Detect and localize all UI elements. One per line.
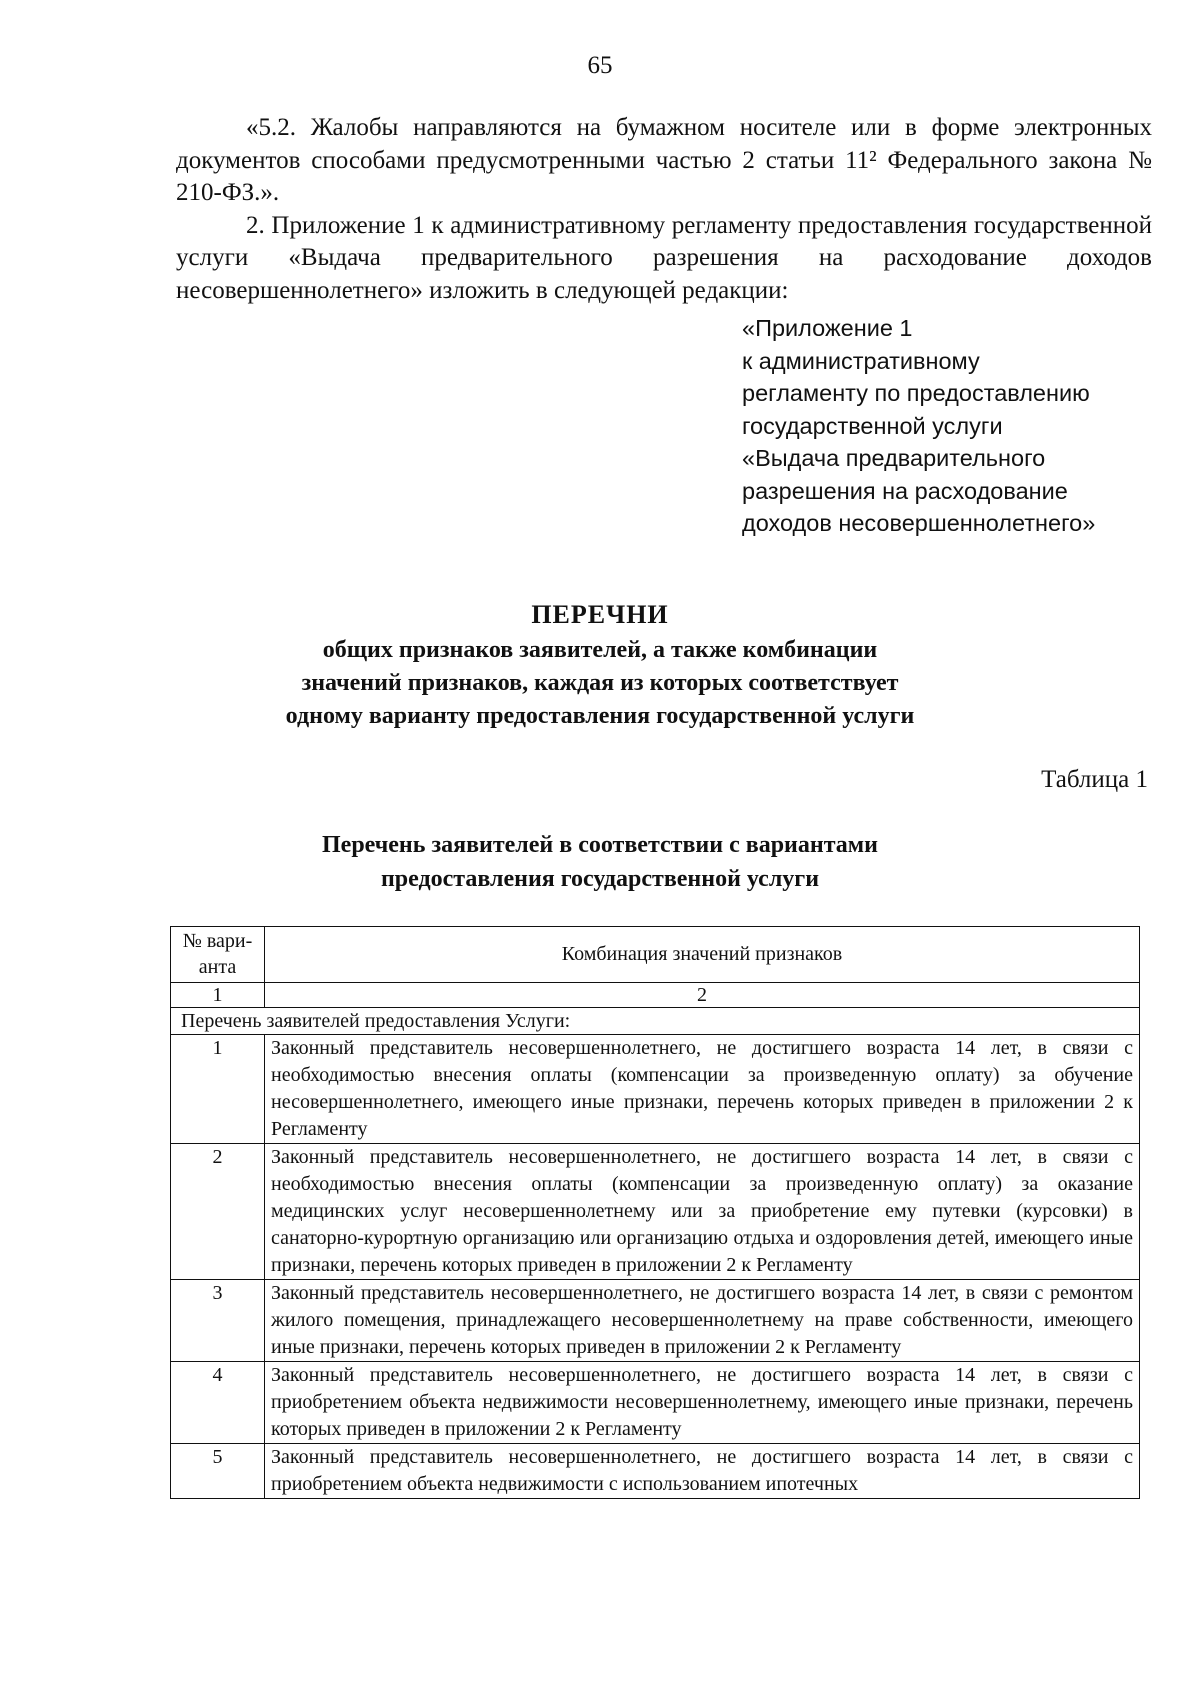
variant-combination: Законный представитель несовершеннолетнего, не достигшего возраста 14 лет, в связи с необходимостью внесения оплаты (компенсации за произведенную оплату) за оказание медицинских услуг несовершеннолетнему или за приобретение ему путевки (курсовки) в санаторно-курортную организацию или организацию отдыха и оздоровления детей, имеющего иные признаки, перечень которых приведен в приложении 2 к Регламенту: [265, 1144, 1140, 1280]
table-title-line: Перечень заявителей в соответствии с вариантами: [322, 832, 878, 858]
appendix-line: «Приложение 1: [742, 315, 913, 341]
heading-line: общих признаков заявителей, а также комбинации: [322, 637, 878, 663]
variant-combination-text: Законный представитель несовершеннолетнего, не достигшего возраста 14 лет, в связи с приобретением объекта недвижимости с использованием ипотечных: [271, 1446, 1133, 1495]
appendix-line: «Выдача предварительного: [742, 445, 1046, 471]
appendix-reference: [742, 312, 1172, 540]
table-section-row: [171, 1008, 1140, 1035]
variant-number: 2: [171, 1144, 265, 1280]
table-row: [171, 1280, 1140, 1362]
table-row: [171, 1144, 1140, 1280]
variant-number: 5: [171, 1444, 265, 1499]
table-row: [171, 1444, 1140, 1499]
table-title: [0, 828, 1200, 896]
index-cell: 2: [265, 983, 1140, 1008]
variant-combination: Законный представитель несовершеннолетнего, не достигшего возраста 14 лет, в связи с приобретением объекта недвижимости несовершеннолетнему, имеющего иные признаки, перечень которых приведен в приложении 2 к Регламенту: [265, 1362, 1140, 1444]
paragraph-complaints: «5.2. Жалобы направляются на бумажном носителе или в форме электронных документов способами предусмотренными частью 2 статьи 11² Федерального закона № 210-ФЗ.».: [176, 114, 1152, 206]
appendix-line: к административному: [742, 347, 980, 374]
variants-table: [170, 926, 1140, 1499]
section-label: Перечень заявителей предоставления Услуги:: [171, 1008, 1140, 1035]
header-combination: Комбинация значений признаков: [265, 927, 1140, 983]
paragraph-appendix-amendment: 2. Приложение 1 к административному регламенту предоставления государственной услуги «Выдача предварительного разрешения на расходование доходов несовершеннолетнего» изложить в следующей редакции:: [176, 211, 1152, 304]
section-heading: [0, 600, 1200, 733]
appendix-line: доходов несовершеннолетнего»: [742, 510, 1096, 536]
variant-number: 1: [171, 1035, 265, 1144]
appendix-line: государственной услуги: [742, 412, 1003, 439]
table-row: [171, 1362, 1140, 1444]
variant-combination: Законный представитель несовершеннолетнего, не достигшего возраста 14 лет, в связи с ремонтом жилого помещения, принадлежащего несовершеннолетнему на праве собственности, имеющего иные признаки, перечень которых приведен в приложении 2 к Регламенту: [265, 1280, 1140, 1362]
variant-combination: Законный представитель несовершеннолетнего, не достигшего возраста 14 лет, в связи с необходимостью внесения оплаты (компенсации за произведенную оплату) за обучение несовершеннолетнего, имеющего иные признаки, перечень которых приведен в приложении 2 к Регламенту: [265, 1035, 1140, 1144]
heading-line: значений признаков, каждая из которых соответствует: [301, 670, 899, 696]
table-index-row: [171, 983, 1140, 1008]
heading-title: ПЕРЕЧНИ: [531, 600, 669, 629]
appendix-line: разрешения на расходование: [742, 477, 1068, 504]
appendix-line: регламенту по предоставлению: [742, 380, 1090, 406]
index-cell: 1: [171, 983, 265, 1008]
variant-number: 3: [171, 1280, 265, 1362]
table-caption: Таблица 1: [1041, 766, 1148, 793]
table-title-line: предоставления государственной услуги: [380, 866, 820, 892]
table-header-row: [171, 927, 1140, 983]
intro-text: [176, 112, 1152, 307]
heading-line: одному варианту предоставления государственной услуги: [285, 703, 915, 729]
variant-combination: [265, 1444, 1140, 1499]
page-number: 65: [587, 52, 613, 79]
table-row: [171, 1035, 1140, 1144]
header-variant-number: № вари- анта: [171, 927, 265, 983]
variant-number: 4: [171, 1362, 265, 1444]
